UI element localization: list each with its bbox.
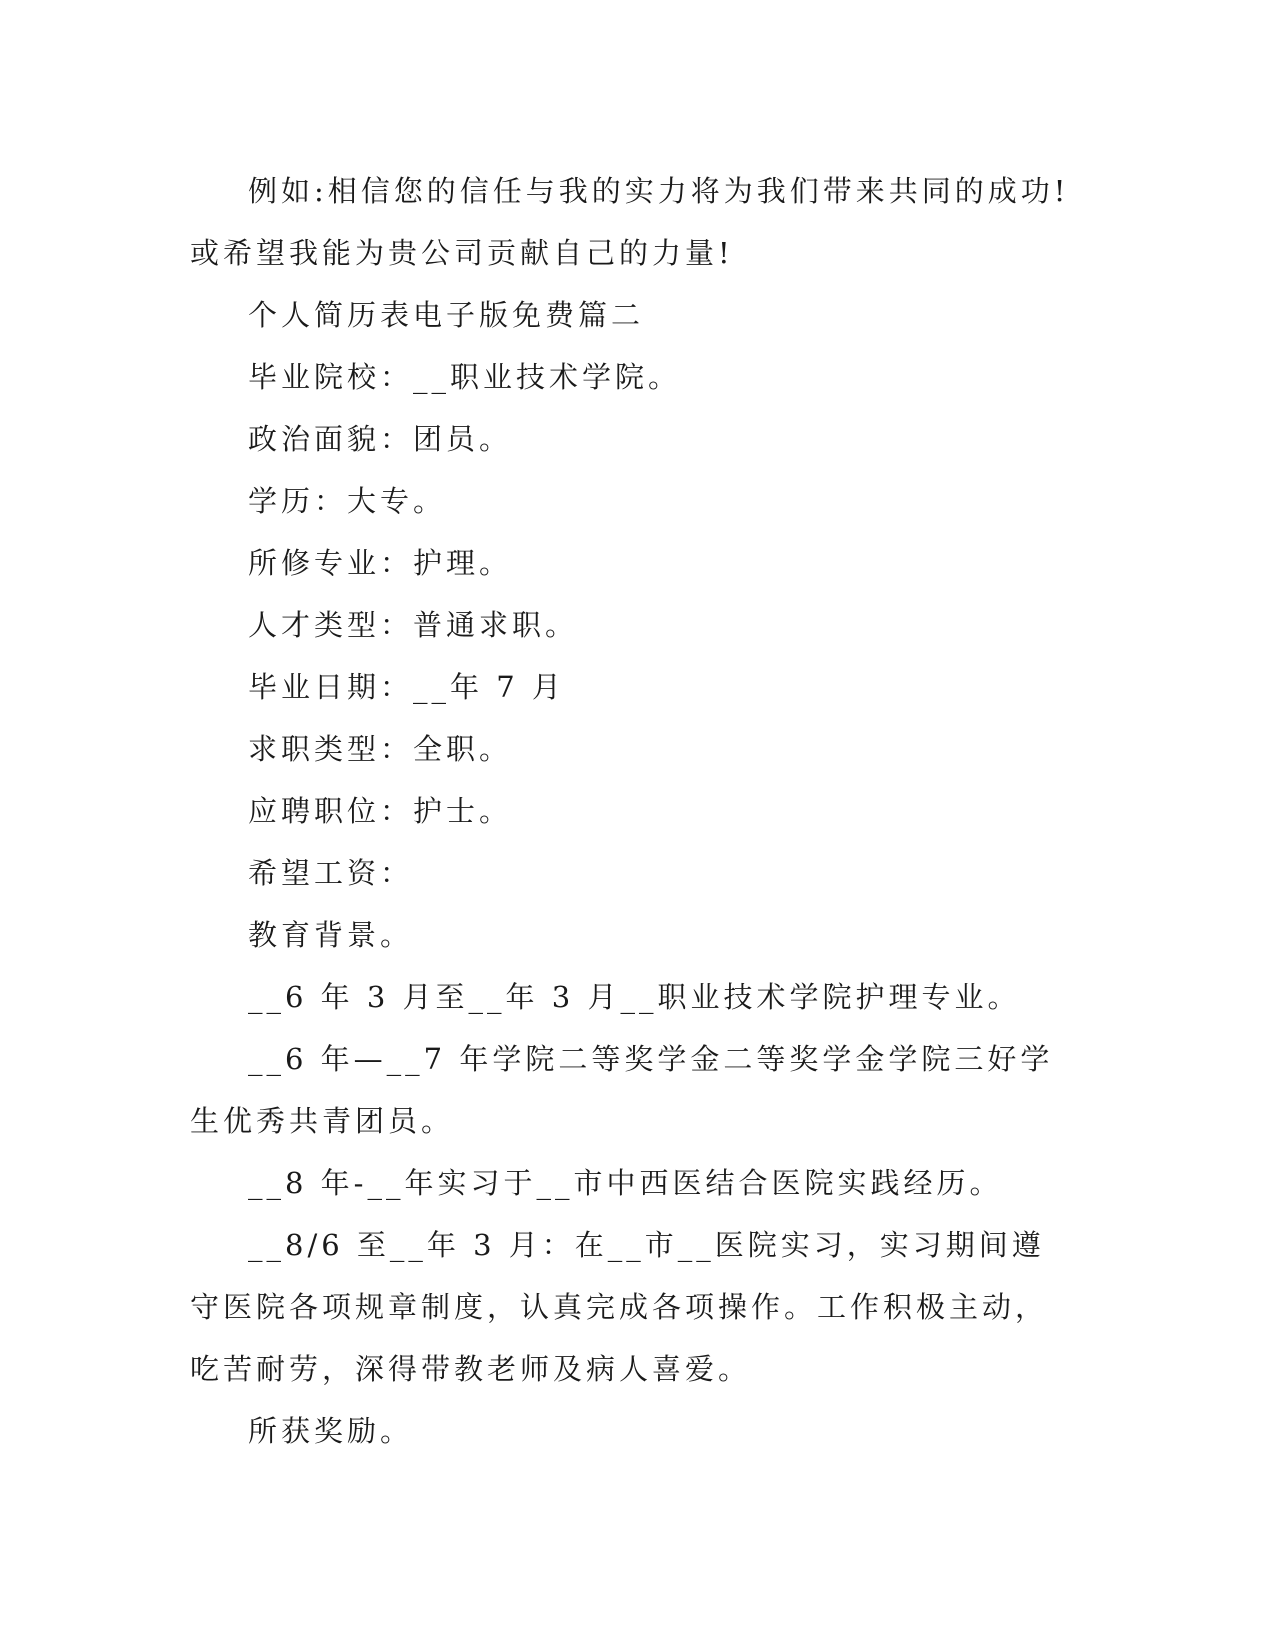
field-education-level: 学历：大专。: [248, 484, 447, 518]
section-awards: 所获奖励。: [248, 1414, 414, 1448]
field-graduation-school: 毕业院校：__职业技术学院。: [248, 360, 682, 394]
internship-entry: __8 年-__年实习于__市中西医结合医院实践经历。: [248, 1166, 1003, 1200]
field-position: 应聘职位：护士。: [248, 794, 513, 828]
field-expected-salary: 希望工资：: [248, 856, 414, 890]
awards-entry: __6 年—__7 年学院二等奖学金二等奖学金学院三好学生优秀共青团员。: [190, 1042, 1054, 1138]
field-graduation-date: 毕业日期：__年 7 月: [248, 670, 565, 704]
paragraph-closing-example: 例如:相信您的信任与我的实力将为我们带来共同的成功!或希望我能为贵公司贡献自己的力量!: [190, 174, 1070, 270]
experience-entry: __8/6 至__年 3 月：在__市__医院实习，实习期间遵守医院各项规章制度，认真完成各项操作。工作积极主动，吃苦耐劳，深得带教老师及病人喜爱。: [190, 1228, 1049, 1386]
field-job-type: 求职类型：全职。: [248, 732, 513, 766]
section-education-background: 教育背景。: [248, 918, 414, 952]
education-entry: __6 年 3 月至__年 3 月__职业技术学院护理专业。: [248, 980, 1021, 1014]
section-heading: 个人简历表电子版免费篇二: [248, 298, 645, 332]
document-body: [190, 160, 1070, 1462]
field-talent-type: 人才类型：普通求职。: [248, 608, 579, 642]
field-political-status: 政治面貌：团员。: [248, 422, 513, 456]
field-major: 所修专业：护理。: [248, 546, 513, 580]
